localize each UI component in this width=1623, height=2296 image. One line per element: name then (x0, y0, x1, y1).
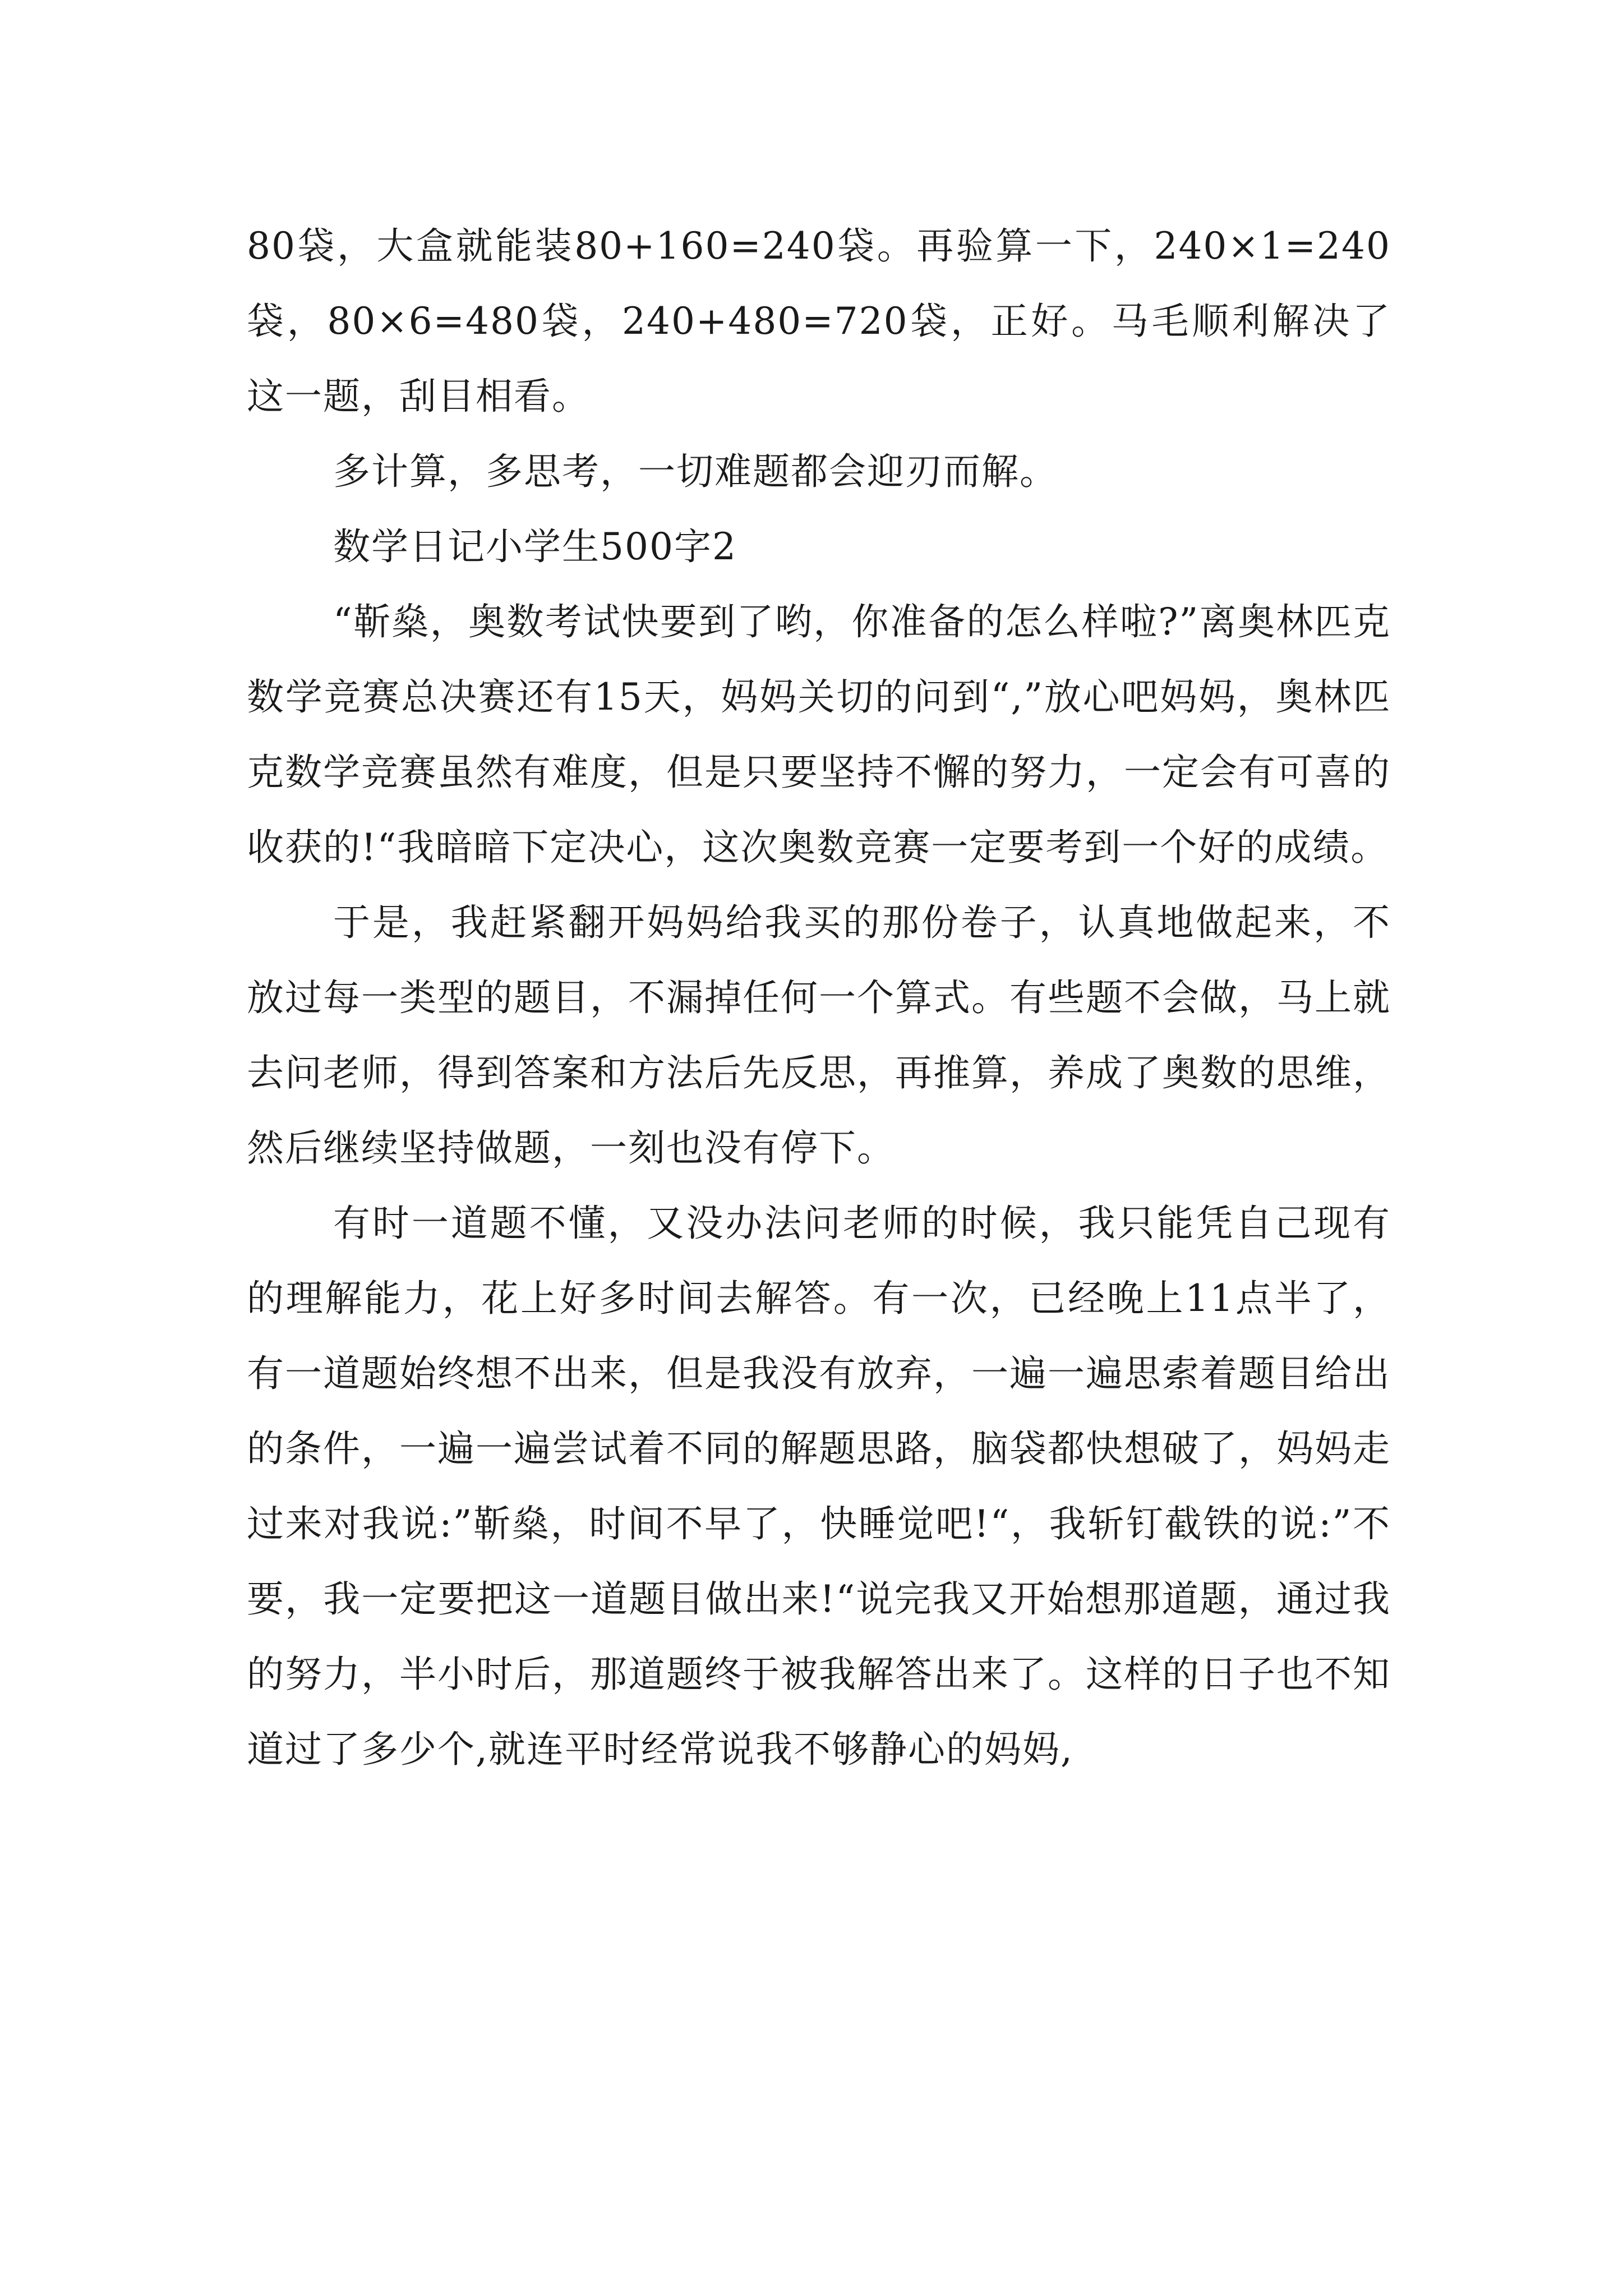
document-body (247, 209, 1391, 1787)
section-heading: 数学日记小学生500字2 (333, 525, 737, 568)
paragraph-3: “靳燊，奥数考试快要到了哟，你准备的怎么样啦?”离奥林匹克数学竞赛总决赛还有15天，妈妈关切的问到“,”放心吧妈妈，奥林匹克数学竞赛虽然有难度，但是只要坚持不懈的努力，一定会有可喜的收获的!“我暗暗下定决心，这次奥数竞赛一定要考到一个好的成绩。 (247, 600, 1391, 869)
paragraph-2: 多计算，多思考，一切难题都会迎刃而解。 (333, 450, 1058, 493)
paragraph-5: 有时一道题不懂，又没办法问老师的时候，我只能凭自己现有的理解能力，花上好多时间去解答。有一次，已经晚上11点半了，有一道题始终想不出来，但是我没有放弃，一遍一遍思索着题目给出的条件，一遍一遍尝试着不同的解题思路，脑袋都快想破了，妈妈走过来对我说:”靳燊，时间不早了，快睡觉吧!“，我斩钉截铁的说:”不要，我一定要把这一道题目做出来!“说完我又开始想那道题，通过我的努力，半小时后，那道题终于被我解答出来了。这样的日子也不知道过了多少个,就连平时经常说我不够静心的妈妈, (247, 1202, 1391, 1771)
paragraph-4: 于是，我赶紧翻开妈妈给我买的那份卷子，认真地做起来，不放过每一类型的题目，不漏掉任何一个算式。有些题不会做，马上就去问老师，得到答案和方法后先反思，再推算，养成了奥数的思维，然后继续坚持做题，一刻也没有停下。 (247, 901, 1391, 1170)
paragraph-1: 80袋，大盒就能装80+160=240袋。再验算一下，240×1=240袋，80×6=480袋，240+480=720袋，正好。马毛顺利解决了这一题，刮目相看。 (247, 224, 1391, 418)
